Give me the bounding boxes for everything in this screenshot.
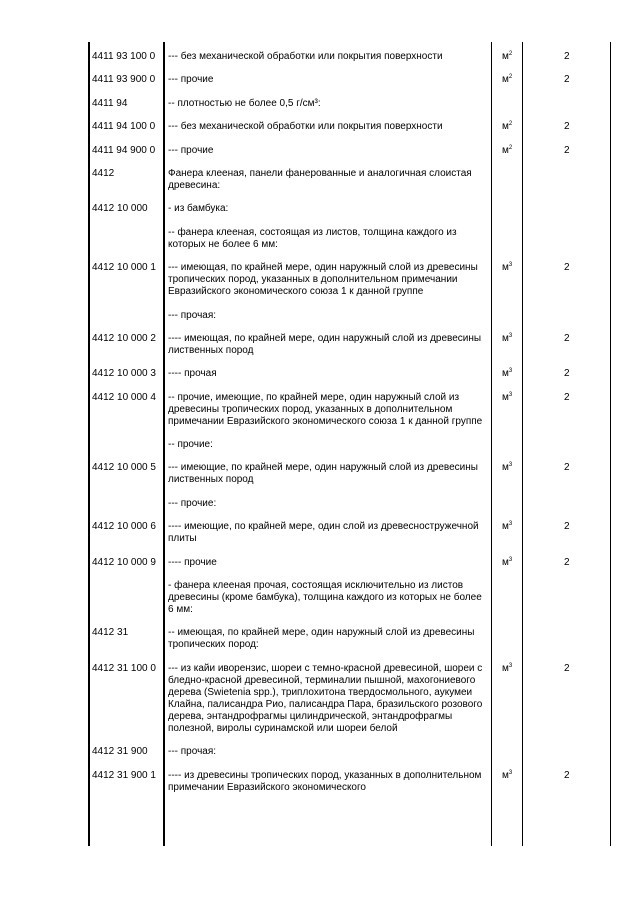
table-row (0, 310, 640, 333)
unit-exponent: 3 (508, 769, 513, 776)
unit-base: м (502, 262, 509, 274)
table-row (0, 521, 640, 556)
description: -- прочие: (168, 439, 213, 451)
duty-rate: 2 (564, 51, 570, 62)
description: --- прочая: (168, 309, 217, 321)
description: ---- из древесины тропических пород, указанных в дополнительном примечании Евразийского экономического (168, 769, 482, 793)
description: - из бамбука: (168, 203, 229, 215)
unit-base: м (502, 462, 509, 474)
description: ---- прочие (168, 556, 217, 568)
description: -- прочие, имеющие, по крайней мере, один наружный слой из древесины тропических пород, указанных в дополнительном примечании Евразийского экономического союза 1 к данной группе (168, 391, 483, 427)
description: -- плотностью не более 0,5 г/см³: (168, 97, 321, 109)
unit-exponent: 3 (508, 662, 513, 669)
table-row (0, 145, 640, 168)
description: ---- имеющие, по крайней мере, один слой из древесностружечной плиты (168, 521, 479, 545)
table-row (0, 262, 640, 309)
table-row (0, 98, 640, 121)
table-row (0, 227, 640, 262)
unit (502, 74, 512, 86)
table-row (0, 746, 640, 769)
table-row (0, 333, 640, 368)
commodity-code: 4412 10 000 9 (92, 556, 156, 568)
unit-exponent: 2 (508, 74, 513, 81)
table-row (0, 203, 640, 226)
unit-exponent: 3 (508, 262, 513, 269)
unit (502, 462, 512, 474)
description: ---- прочая (168, 368, 217, 380)
duty-rate: 2 (564, 121, 570, 133)
description: --- имеющие, по крайней мере, один наружный слой из древесины лиственных пород (168, 462, 478, 486)
unit (502, 770, 512, 782)
unit (502, 392, 512, 404)
commodity-code: 4411 93 100 0 (92, 51, 156, 62)
commodity-code: 4412 10 000 2 (92, 332, 156, 344)
description: -- имеющая, по крайней мере, один наружный слой из древесины тропических пород: (168, 627, 475, 651)
unit (502, 262, 512, 274)
unit (502, 663, 512, 675)
unit-exponent: 3 (508, 556, 513, 563)
duty-rate: 2 (564, 332, 570, 344)
description: --- прочие: (168, 497, 217, 509)
description: --- без механической обработки или покрытия поверхности (168, 121, 443, 133)
unit-base: м (502, 144, 509, 156)
unit (502, 557, 512, 569)
unit (502, 521, 512, 533)
description: --- из кайи иворензис, шореи с темно-красной древесиной, шореи с бледно-красной древесиной, терминалии пышной, махогониевого дерева (Swietenia spp.), триплохитона твердосмольного, аукумеи Клайна, палисандра Рио, палисандра Пара, бразильского розового дерева, энтандрофрагмы цилиндрической, энтандрофрагмы полезной, виролы суринамской или шореи белой (168, 662, 483, 734)
table-row (0, 462, 640, 497)
unit-exponent: 2 (508, 51, 513, 57)
table-row (0, 51, 640, 74)
unit (502, 368, 512, 380)
tariff-table (0, 51, 640, 805)
duty-rate: 2 (564, 262, 570, 274)
unit-base: м (502, 521, 509, 533)
unit-base: м (502, 769, 509, 781)
commodity-code: 4412 31 100 0 (92, 662, 156, 674)
table-row (0, 627, 640, 662)
description: --- прочая: (168, 746, 217, 758)
duty-rate: 2 (564, 662, 570, 674)
description: --- прочие (168, 144, 214, 156)
duty-rate: 2 (564, 391, 570, 403)
unit-base: м (502, 368, 509, 380)
unit-base: м (502, 51, 509, 62)
commodity-code: 4411 94 (92, 97, 128, 109)
duty-rate: 2 (564, 521, 570, 533)
unit (502, 121, 512, 133)
unit-exponent: 3 (508, 462, 513, 469)
duty-rate: 2 (564, 462, 570, 474)
unit-base: м (502, 556, 509, 568)
duty-rate: 2 (564, 769, 570, 781)
unit-exponent: 3 (508, 391, 513, 398)
commodity-code: 4411 94 900 0 (92, 144, 156, 156)
description: --- прочие (168, 74, 214, 86)
unit (502, 51, 512, 63)
commodity-code: 4411 93 900 0 (92, 74, 156, 86)
table-row (0, 368, 640, 391)
commodity-code: 4412 10 000 6 (92, 521, 156, 533)
duty-rate: 2 (564, 74, 570, 86)
unit-exponent: 3 (508, 332, 513, 339)
commodity-code: 4412 10 000 5 (92, 462, 156, 474)
unit-base: м (502, 74, 509, 86)
table-row (0, 557, 640, 580)
commodity-code: 4412 31 900 (92, 746, 148, 758)
unit-exponent: 2 (508, 144, 513, 151)
description: ---- имеющая, по крайней мере, один наружный слой из древесины лиственных пород (168, 332, 482, 356)
table-row (0, 168, 640, 203)
commodity-code: 4412 31 900 1 (92, 769, 156, 781)
description: --- без механической обработки или покрытия поверхности (168, 51, 443, 62)
duty-rate: 2 (564, 144, 570, 156)
table-row (0, 439, 640, 462)
unit-base: м (502, 121, 509, 133)
table-row (0, 392, 640, 439)
unit-exponent: 2 (508, 121, 513, 128)
duty-rate: 2 (564, 556, 570, 568)
table-row (0, 770, 640, 805)
description: --- имеющая, по крайней мере, один наружный слой из древесины тропических пород, указанных в дополнительном примечании Евразийского экономического союза 1 к данной группе (168, 262, 478, 298)
unit (502, 333, 512, 345)
unit-base: м (502, 391, 509, 403)
table-row (0, 663, 640, 746)
duty-rate: 2 (564, 368, 570, 380)
commodity-code: 4412 10 000 4 (92, 391, 156, 403)
table-row (0, 498, 640, 521)
unit-exponent: 3 (508, 368, 513, 375)
table-row (0, 121, 640, 144)
unit (502, 145, 512, 157)
commodity-code: 4412 10 000 (92, 203, 148, 215)
unit-base: м (502, 332, 509, 344)
commodity-code: 4412 10 000 1 (92, 262, 156, 274)
unit-base: м (502, 662, 509, 674)
commodity-code: 4411 94 100 0 (92, 121, 156, 133)
table-row (0, 74, 640, 97)
description: - фанера клееная прочая, состоящая исключительно из листов древесины (кроме бамбука), толщина каждого из которых не более 6 мм: (168, 580, 482, 616)
description: -- фанера клееная, состоящая из листов, толщина каждого из которых не более 6 мм: (168, 226, 457, 250)
unit-exponent: 3 (508, 521, 513, 528)
description: Фанера клееная, панели фанерованные и аналогичная слоистая древесина: (168, 167, 472, 191)
commodity-code: 4412 (92, 167, 115, 179)
commodity-code: 4412 31 (92, 627, 129, 639)
table-row (0, 580, 640, 627)
commodity-code: 4412 10 000 3 (92, 368, 156, 380)
